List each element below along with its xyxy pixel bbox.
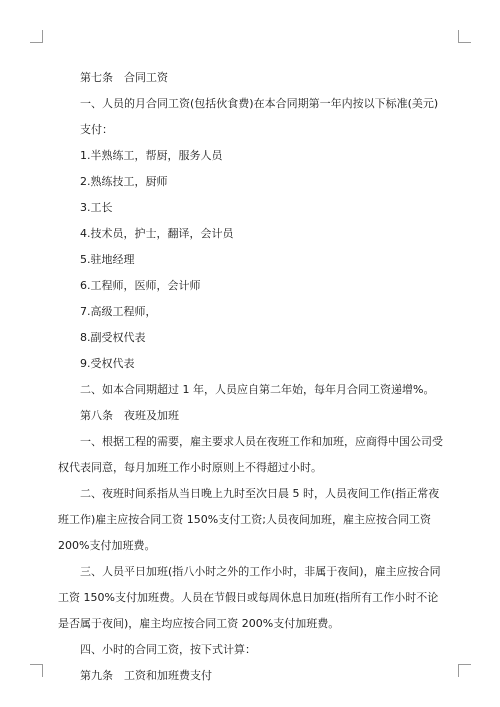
wage-item-7: 7.高级工程师，	[80, 305, 157, 318]
wage-item-1: 1.半熟练工，帮厨，服务人员	[80, 149, 223, 162]
wage-item-4: 4.技术员，护士，翻译，会计员	[80, 227, 234, 240]
crop-mark-top-right	[458, 30, 471, 43]
article-7-heading: 第七条 合同工资	[80, 71, 168, 84]
clause-8-4: 四、小时的合同工资，按下式计算：	[80, 643, 256, 656]
clause-7-2: 二、如本合同期超过 1 年，人员应自第二年始，每年月合同工资递增%。	[80, 383, 435, 396]
wage-item-6: 6.工程师，医师，会计师	[80, 279, 201, 292]
crop-mark-top-left	[30, 30, 43, 43]
article-9-heading: 第九条 工资和加班费支付	[80, 669, 212, 682]
clause-8-1: 一、根据工程的需要，雇主要求人员在夜班工作和加班，应商得中国公司受权代表同意，每月加班工作小时原则上不得超过小时。	[58, 435, 443, 474]
wage-item-2: 2.熟练技工，厨师	[80, 175, 168, 188]
wage-item-9: 9.受权代表	[80, 357, 135, 370]
clause-8-3: 三、人员平日加班(指八小时之外的工作小时，非属于夜间)，雇主应按合同工资 150%支付加班费。人员在节假日或每周休息日加班(指所有工作小时不论是否属于夜间)，雇主均应按合同工资 200%支付加班费。	[58, 565, 441, 630]
wage-item-5: 5.驻地经理	[80, 253, 135, 266]
crop-mark-bottom-left	[30, 664, 43, 677]
clause-8-2: 二、夜班时间系指从当日晚上九时至次日晨 5 时，人员夜间工作(指正常夜班工作)雇主应按合同工资 150%支付工资;人员夜间加班，雇主应按合同工资 200%支付加班费。	[58, 487, 440, 552]
crop-mark-bottom-right	[458, 664, 471, 677]
wage-item-8: 8.副受权代表	[80, 331, 146, 344]
wage-item-3: 3.工长	[80, 201, 113, 214]
document-body	[58, 65, 445, 689]
article-8-heading: 第八条 夜班及加班	[80, 409, 179, 422]
clause-7-1: 一、人员的月合同工资(包括伙食费)在本合同期第一年内按以下标准(美元)支付：	[80, 97, 439, 136]
